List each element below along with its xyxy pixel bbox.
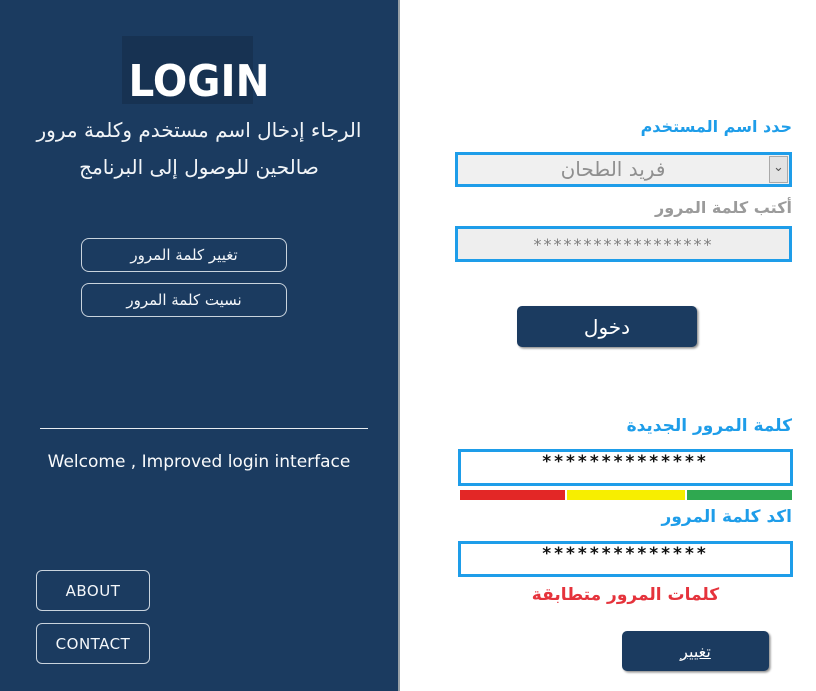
new-password-label: كلمة المرور الجديدة bbox=[626, 416, 792, 436]
contact-button[interactable]: CONTACT bbox=[36, 623, 150, 664]
forgot-password-button[interactable]: نسيت كلمة المرور bbox=[81, 283, 287, 317]
password-input[interactable]: ****************** bbox=[455, 226, 792, 262]
password-strength-bar bbox=[460, 490, 792, 500]
strength-weak-segment bbox=[460, 490, 565, 500]
username-select[interactable] bbox=[455, 152, 792, 187]
page-title: LOGIN bbox=[128, 56, 270, 107]
left-panel bbox=[0, 0, 400, 691]
strength-medium-segment bbox=[567, 490, 685, 500]
login-instructions-line1: الرجاء إدخال اسم مستخدم وكلمة مرور bbox=[36, 118, 362, 142]
confirm-password-label: اكد كلمة المرور bbox=[661, 507, 792, 527]
username-selected-value: فريد الطحان bbox=[560, 157, 666, 181]
password-match-message: كلمات المرور متطابقة bbox=[531, 585, 720, 605]
welcome-text: Welcome , Improved login interface bbox=[47, 452, 351, 472]
new-password-input[interactable]: ************** bbox=[458, 449, 793, 486]
chevron-down-glyph: ⌄ bbox=[773, 160, 784, 175]
username-label: حدد اسم المستخدم bbox=[640, 117, 792, 136]
login-instructions-line2: صالحين للوصول إلى البرنامج bbox=[79, 155, 319, 179]
change-password-nav-button[interactable]: تغيير كلمة المرور bbox=[81, 238, 287, 272]
strength-strong-segment bbox=[687, 490, 792, 500]
password-label: أكتب كلمة المرور bbox=[655, 198, 792, 217]
change-password-button[interactable]: تغيير bbox=[622, 631, 769, 671]
confirm-password-input[interactable]: ************** bbox=[458, 541, 793, 577]
panel-divider bbox=[40, 428, 368, 429]
login-button[interactable]: دخول bbox=[517, 306, 697, 347]
about-button[interactable]: ABOUT bbox=[36, 570, 150, 611]
login-instructions bbox=[0, 112, 398, 186]
chevron-down-icon[interactable] bbox=[769, 156, 788, 183]
